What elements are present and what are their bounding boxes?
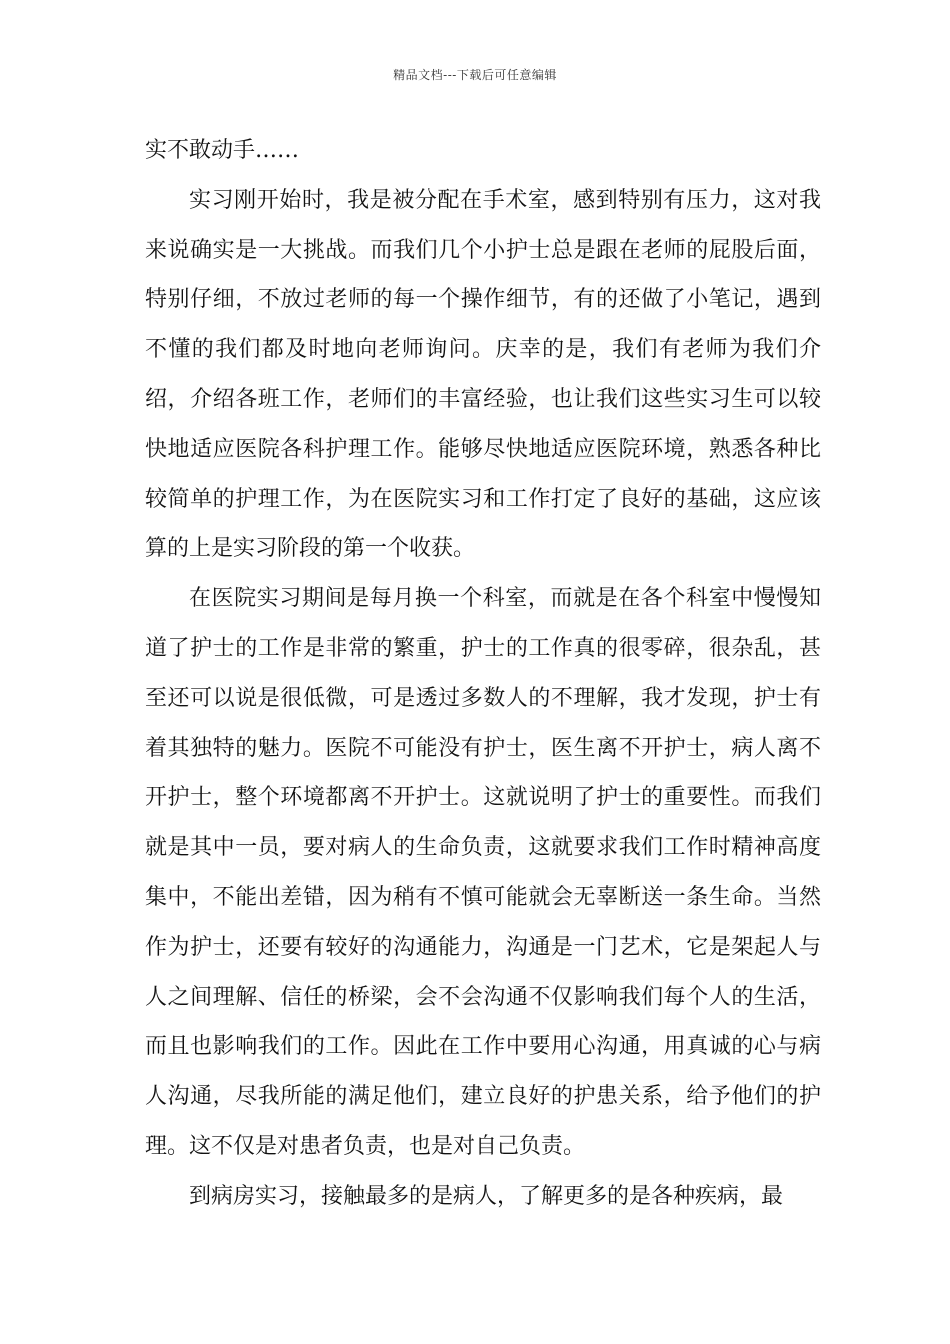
document-body (145, 126, 821, 1222)
paragraph: 在医院实习期间是每月换一个科室，而就是在各个科室中慢慢知道了护士的工作是非常的繁重，护士的工作真的很零碎，很杂乱，甚至还可以说是很低微，可是透过多数人的不理解，我才发现，护士有着其独特的魅力。医院不可能没有护士，医生离不开护士，病人离不开护士，整个环境都离不开护士。这就说明了护士的重要性。而我们就是其中一员，要对病人的生命负责，这就要求我们工作时精神高度集中，不能出差错，因为稍有不慎可能就会无辜断送一条生命。当然作为护士，还要有较好的沟通能力，沟通是一门艺术，它是架起人与人之间理解、信任的桥梁，会不会沟通不仅影响我们每个人的生活，而且也影响我们的工作。因此在工作中要用心沟通，用真诚的心与病人沟通，尽我所能的满足他们，建立良好的护患关系，给予他们的护理。这不仅是对患者负责，也是对自己负责。 (145, 586, 821, 1159)
paragraph: 到病房实习，接触最多的是病人，了解更多的是各种疾病，最 (189, 1183, 784, 1209)
page-header: 精品文档---下载后可任意编辑 (393, 68, 557, 82)
paragraph: 实不敢动手…… (145, 138, 300, 163)
paragraph: 实习刚开始时，我是被分配在手术室，感到特别有压力，这对我来说确实是一大挑战。而我们几个小护士总是跟在老师的屁股后面，特别仔细，不放过老师的每一个操作细节，有的还做了小笔记，遇到不懂的我们都及时地向老师询问。庆幸的是，我们有老师为我们介绍，介绍各班工作，老师们的丰富经验，也让我们这些实习生可以较快地适应医院各科护理工作。能够尽快地适应医院环境，熟悉各种比较简单的护理工作，为在医院实习和工作打定了良好的基础，这应该算的上是实习阶段的第一个收获。 (145, 187, 821, 562)
